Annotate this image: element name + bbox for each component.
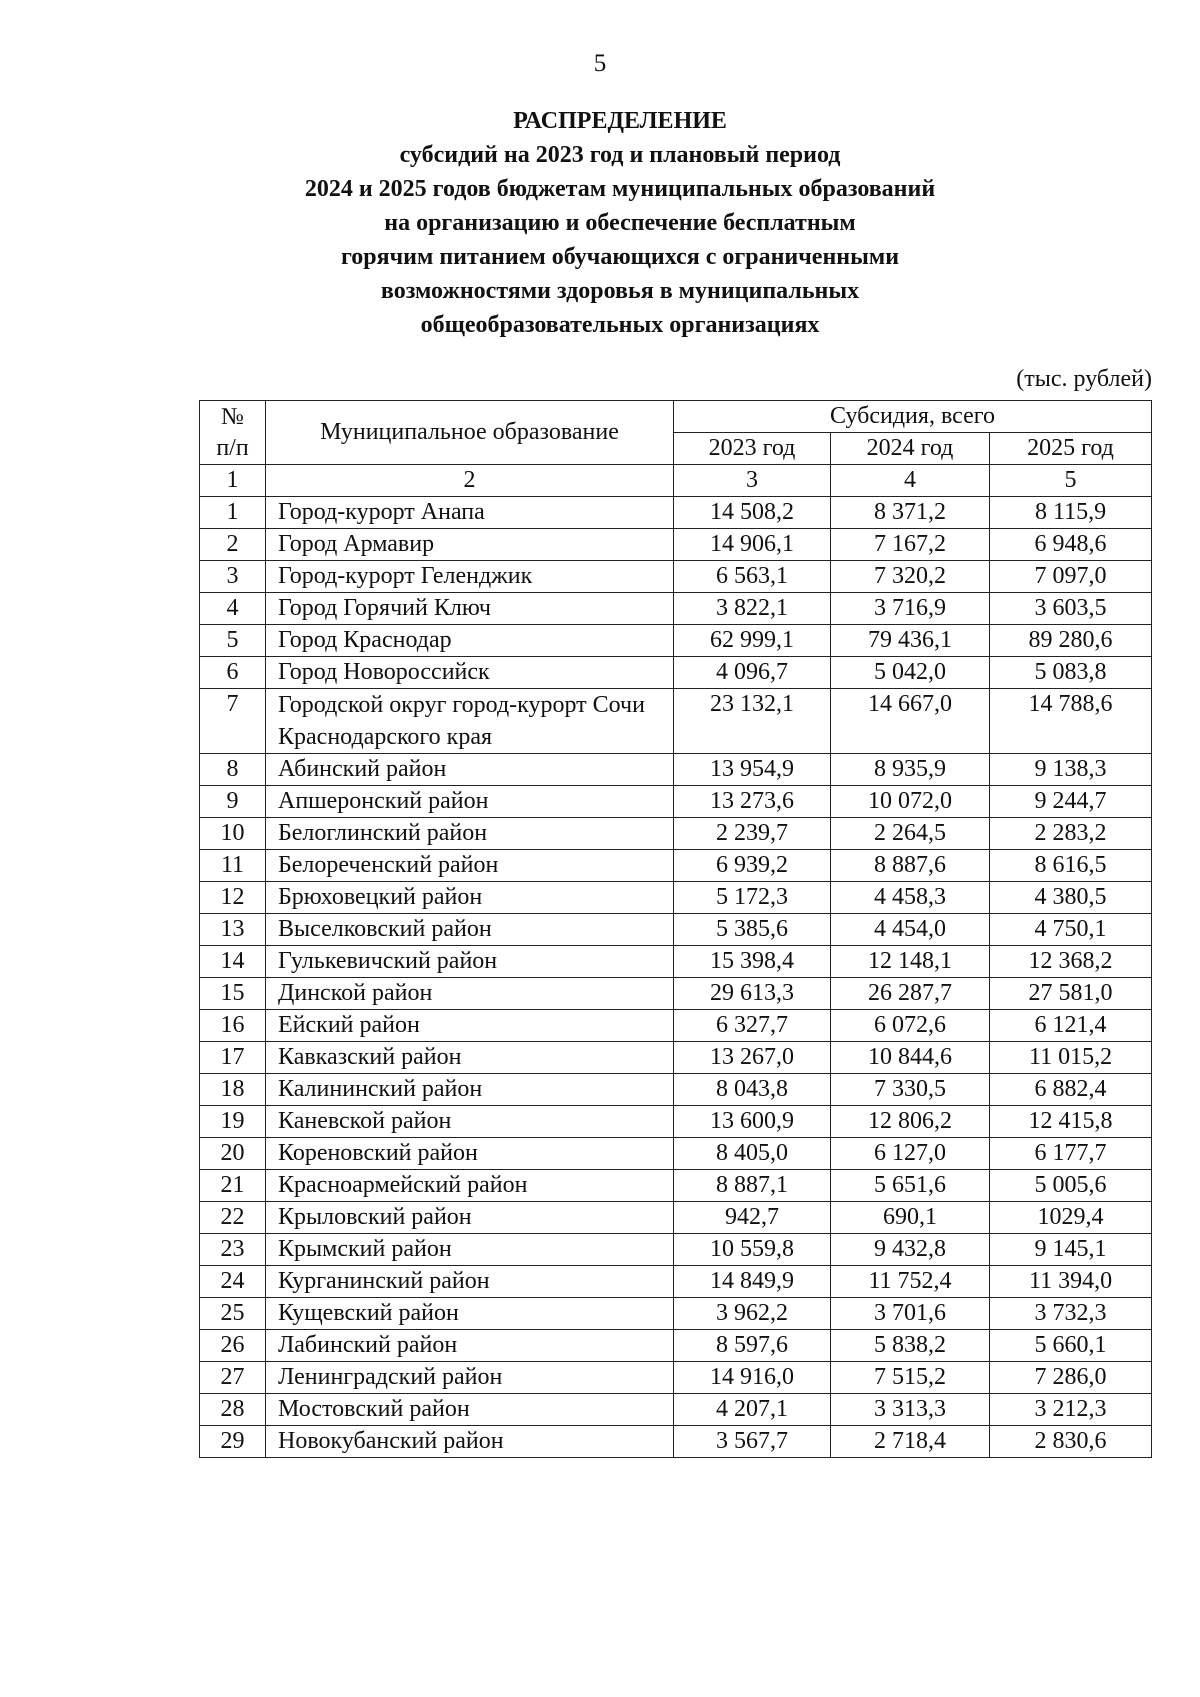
table-row <box>200 914 1152 946</box>
table-row <box>200 786 1152 818</box>
header-no-line1: № <box>221 403 244 430</box>
row-value-2024: 10 072,0 <box>831 786 990 818</box>
header-no-line2: п/п <box>216 434 249 461</box>
row-value-2024: 14 667,0 <box>831 689 990 754</box>
row-municipality: Динской район <box>266 978 674 1010</box>
row-value-2024: 9 432,8 <box>831 1234 990 1266</box>
row-number: 26 <box>200 1330 266 1362</box>
column-number: 3 <box>674 465 831 497</box>
row-value-2023: 13 273,6 <box>674 786 831 818</box>
row-municipality: Ленинградский район <box>266 1362 674 1394</box>
row-value-2024: 5 651,6 <box>831 1170 990 1202</box>
row-number: 5 <box>200 625 266 657</box>
row-value-2023: 8 405,0 <box>674 1138 831 1170</box>
table-row <box>200 1234 1152 1266</box>
row-value-2023: 2 239,7 <box>674 818 831 850</box>
row-municipality: Апшеронский район <box>266 786 674 818</box>
table-row <box>200 1202 1152 1234</box>
row-value-2023: 4 207,1 <box>674 1394 831 1426</box>
row-value-2023: 13 267,0 <box>674 1042 831 1074</box>
table-row <box>200 978 1152 1010</box>
row-value-2025: 8 616,5 <box>990 850 1152 882</box>
row-value-2023: 14 916,0 <box>674 1362 831 1394</box>
row-value-2024: 4 454,0 <box>831 914 990 946</box>
row-value-2025: 12 415,8 <box>990 1106 1152 1138</box>
row-municipality: Белореченский район <box>266 850 674 882</box>
row-municipality: Каневской район <box>266 1106 674 1138</box>
row-number: 27 <box>200 1362 266 1394</box>
row-number: 9 <box>200 786 266 818</box>
row-number: 4 <box>200 593 266 625</box>
row-number: 13 <box>200 914 266 946</box>
row-value-2023: 23 132,1 <box>674 689 831 754</box>
row-value-2025: 4 380,5 <box>990 882 1152 914</box>
row-municipality: Город Новороссийск <box>266 657 674 689</box>
row-value-2025: 2 830,6 <box>990 1426 1152 1458</box>
row-municipality: Город Горячий Ключ <box>266 593 674 625</box>
row-value-2024: 6 072,6 <box>831 1010 990 1042</box>
row-value-2024: 7 515,2 <box>831 1362 990 1394</box>
table-row <box>200 1138 1152 1170</box>
row-municipality: Крымский район <box>266 1234 674 1266</box>
row-value-2025: 3 212,3 <box>990 1394 1152 1426</box>
table-row <box>200 561 1152 593</box>
row-municipality: Ейский район <box>266 1010 674 1042</box>
row-value-2023: 62 999,1 <box>674 625 831 657</box>
row-number: 16 <box>200 1010 266 1042</box>
header-subsidy-total: Субсидия, всего <box>674 401 1152 433</box>
row-number: 10 <box>200 818 266 850</box>
row-municipality: Мостовский район <box>266 1394 674 1426</box>
row-number: 8 <box>200 754 266 786</box>
title-line: возможностями здоровья в муниципальных <box>380 278 860 304</box>
title-line: 2024 и 2025 годов бюджетам муниципальных образований <box>304 176 936 202</box>
row-municipality: Лабинский район <box>266 1330 674 1362</box>
row-value-2025: 9 138,3 <box>990 754 1152 786</box>
row-municipality: Новокубанский район <box>266 1426 674 1458</box>
row-value-2023: 8 597,6 <box>674 1330 831 1362</box>
table-row <box>200 1074 1152 1106</box>
row-number: 20 <box>200 1138 266 1170</box>
row-value-2023: 4 096,7 <box>674 657 831 689</box>
row-number: 22 <box>200 1202 266 1234</box>
row-value-2024: 26 287,7 <box>831 978 990 1010</box>
row-value-2025: 9 145,1 <box>990 1234 1152 1266</box>
page-number: 5 <box>593 50 607 77</box>
row-value-2023: 14 906,1 <box>674 529 831 561</box>
title-line: общеобразовательных организациях <box>420 312 820 338</box>
row-number: 17 <box>200 1042 266 1074</box>
row-number: 29 <box>200 1426 266 1458</box>
row-value-2023: 13 954,9 <box>674 754 831 786</box>
table-row <box>200 689 1152 754</box>
row-municipality: Брюховецкий район <box>266 882 674 914</box>
row-value-2024: 7 167,2 <box>831 529 990 561</box>
subsidy-table <box>199 400 1152 1458</box>
row-municipality: Город-курорт Анапа <box>266 497 674 529</box>
row-value-2025: 3 732,3 <box>990 1298 1152 1330</box>
row-value-2024: 7 320,2 <box>831 561 990 593</box>
row-value-2023: 15 398,4 <box>674 946 831 978</box>
table-row <box>200 1042 1152 1074</box>
row-municipality: Город Краснодар <box>266 625 674 657</box>
row-number: 12 <box>200 882 266 914</box>
row-value-2025: 5 660,1 <box>990 1330 1152 1362</box>
row-value-2025: 8 115,9 <box>990 497 1152 529</box>
row-municipality: Кущевский район <box>266 1298 674 1330</box>
row-value-2023: 6 327,7 <box>674 1010 831 1042</box>
row-value-2024: 3 701,6 <box>831 1298 990 1330</box>
row-value-2023: 14 849,9 <box>674 1266 831 1298</box>
table-row <box>200 1426 1152 1458</box>
row-value-2024: 79 436,1 <box>831 625 990 657</box>
table-row <box>200 1266 1152 1298</box>
row-value-2024: 690,1 <box>831 1202 990 1234</box>
row-municipality: Абинский район <box>266 754 674 786</box>
row-municipality: Красноармейский район <box>266 1170 674 1202</box>
row-value-2023: 3 822,1 <box>674 593 831 625</box>
row-value-2023: 5 172,3 <box>674 882 831 914</box>
row-value-2024: 12 806,2 <box>831 1106 990 1138</box>
title-line: горячим питанием обучающихся с ограниченными <box>340 244 900 270</box>
row-number: 19 <box>200 1106 266 1138</box>
row-value-2023: 3 962,2 <box>674 1298 831 1330</box>
table-row <box>200 625 1152 657</box>
title-line: на организацию и обеспечение бесплатным <box>384 210 856 236</box>
row-number: 1 <box>200 497 266 529</box>
row-municipality: Курганинский район <box>266 1266 674 1298</box>
row-number: 23 <box>200 1234 266 1266</box>
row-municipality: Городской округ город-курорт Сочи Краснодарского края <box>266 689 674 754</box>
table-row <box>200 497 1152 529</box>
row-value-2025: 3 603,5 <box>990 593 1152 625</box>
table-row <box>200 754 1152 786</box>
row-value-2023: 29 613,3 <box>674 978 831 1010</box>
table-row <box>200 1362 1152 1394</box>
row-municipality: Выселковский район <box>266 914 674 946</box>
row-municipality: Калининский район <box>266 1074 674 1106</box>
row-number: 2 <box>200 529 266 561</box>
row-value-2023: 942,7 <box>674 1202 831 1234</box>
row-municipality: Город-курорт Геленджик <box>266 561 674 593</box>
row-value-2023: 8 043,8 <box>674 1074 831 1106</box>
row-number: 7 <box>200 689 266 754</box>
row-municipality: Белоглинский район <box>266 818 674 850</box>
row-municipality: Город Армавир <box>266 529 674 561</box>
table-row <box>200 946 1152 978</box>
row-value-2024: 10 844,6 <box>831 1042 990 1074</box>
row-value-2023: 6 563,1 <box>674 561 831 593</box>
table-row <box>200 529 1152 561</box>
row-value-2023: 6 939,2 <box>674 850 831 882</box>
document-title <box>180 104 1060 342</box>
row-value-2025: 11 015,2 <box>990 1042 1152 1074</box>
table-row <box>200 850 1152 882</box>
table-row <box>200 818 1152 850</box>
row-value-2024: 2 718,4 <box>831 1426 990 1458</box>
row-municipality: Крыловский район <box>266 1202 674 1234</box>
table-row <box>200 1170 1152 1202</box>
row-value-2023: 14 508,2 <box>674 497 831 529</box>
row-value-2025: 1029,4 <box>990 1202 1152 1234</box>
row-value-2025: 6 177,7 <box>990 1138 1152 1170</box>
row-value-2024: 11 752,4 <box>831 1266 990 1298</box>
row-number: 21 <box>200 1170 266 1202</box>
header-year-2024: 2024 год <box>831 433 990 465</box>
row-value-2025: 4 750,1 <box>990 914 1152 946</box>
row-value-2023: 10 559,8 <box>674 1234 831 1266</box>
table-row <box>200 1298 1152 1330</box>
row-value-2025: 12 368,2 <box>990 946 1152 978</box>
table-row <box>200 593 1152 625</box>
column-number: 1 <box>200 465 266 497</box>
title-line: РАСПРЕДЕЛЕНИЕ <box>513 108 727 134</box>
row-number: 14 <box>200 946 266 978</box>
row-value-2024: 8 935,9 <box>831 754 990 786</box>
table-row <box>200 882 1152 914</box>
header-municipality: Муниципальное образование <box>266 401 674 465</box>
row-value-2024: 4 458,3 <box>831 882 990 914</box>
row-value-2025: 6 121,4 <box>990 1010 1152 1042</box>
row-value-2023: 13 600,9 <box>674 1106 831 1138</box>
row-value-2024: 2 264,5 <box>831 818 990 850</box>
row-number: 25 <box>200 1298 266 1330</box>
row-value-2025: 5 083,8 <box>990 657 1152 689</box>
row-number: 6 <box>200 657 266 689</box>
column-number: 5 <box>990 465 1152 497</box>
row-value-2024: 5 838,2 <box>831 1330 990 1362</box>
row-value-2024: 3 716,9 <box>831 593 990 625</box>
table-row <box>200 657 1152 689</box>
row-municipality: Кавказский район <box>266 1042 674 1074</box>
row-number: 24 <box>200 1266 266 1298</box>
row-value-2023: 3 567,7 <box>674 1426 831 1458</box>
column-number: 4 <box>831 465 990 497</box>
row-value-2025: 5 005,6 <box>990 1170 1152 1202</box>
row-value-2024: 5 042,0 <box>831 657 990 689</box>
row-number: 18 <box>200 1074 266 1106</box>
row-value-2025: 7 286,0 <box>990 1362 1152 1394</box>
row-value-2024: 8 371,2 <box>831 497 990 529</box>
row-value-2025: 11 394,0 <box>990 1266 1152 1298</box>
row-value-2025: 7 097,0 <box>990 561 1152 593</box>
row-value-2024: 12 148,1 <box>831 946 990 978</box>
row-number: 15 <box>200 978 266 1010</box>
row-value-2025: 9 244,7 <box>990 786 1152 818</box>
units-label: (тыс. рублей) <box>1016 366 1152 392</box>
row-value-2024: 7 330,5 <box>831 1074 990 1106</box>
title-line: субсидий на 2023 год и плановый период <box>399 142 841 168</box>
column-number: 2 <box>266 465 674 497</box>
header-no <box>200 401 266 465</box>
row-value-2025: 27 581,0 <box>990 978 1152 1010</box>
row-value-2023: 5 385,6 <box>674 914 831 946</box>
row-municipality: Гулькевичский район <box>266 946 674 978</box>
row-number: 11 <box>200 850 266 882</box>
row-value-2024: 3 313,3 <box>831 1394 990 1426</box>
table-row <box>200 1394 1152 1426</box>
header-year-2023: 2023 год <box>674 433 831 465</box>
row-value-2025: 14 788,6 <box>990 689 1152 754</box>
table-row <box>200 1106 1152 1138</box>
row-number: 28 <box>200 1394 266 1426</box>
row-value-2025: 6 882,4 <box>990 1074 1152 1106</box>
table-row <box>200 1010 1152 1042</box>
row-value-2024: 8 887,6 <box>831 850 990 882</box>
row-value-2025: 6 948,6 <box>990 529 1152 561</box>
table-row <box>200 1330 1152 1362</box>
row-value-2025: 2 283,2 <box>990 818 1152 850</box>
row-value-2023: 8 887,1 <box>674 1170 831 1202</box>
row-municipality: Кореновский район <box>266 1138 674 1170</box>
row-number: 3 <box>200 561 266 593</box>
header-year-2025: 2025 год <box>990 433 1152 465</box>
row-value-2025: 89 280,6 <box>990 625 1152 657</box>
row-value-2024: 6 127,0 <box>831 1138 990 1170</box>
